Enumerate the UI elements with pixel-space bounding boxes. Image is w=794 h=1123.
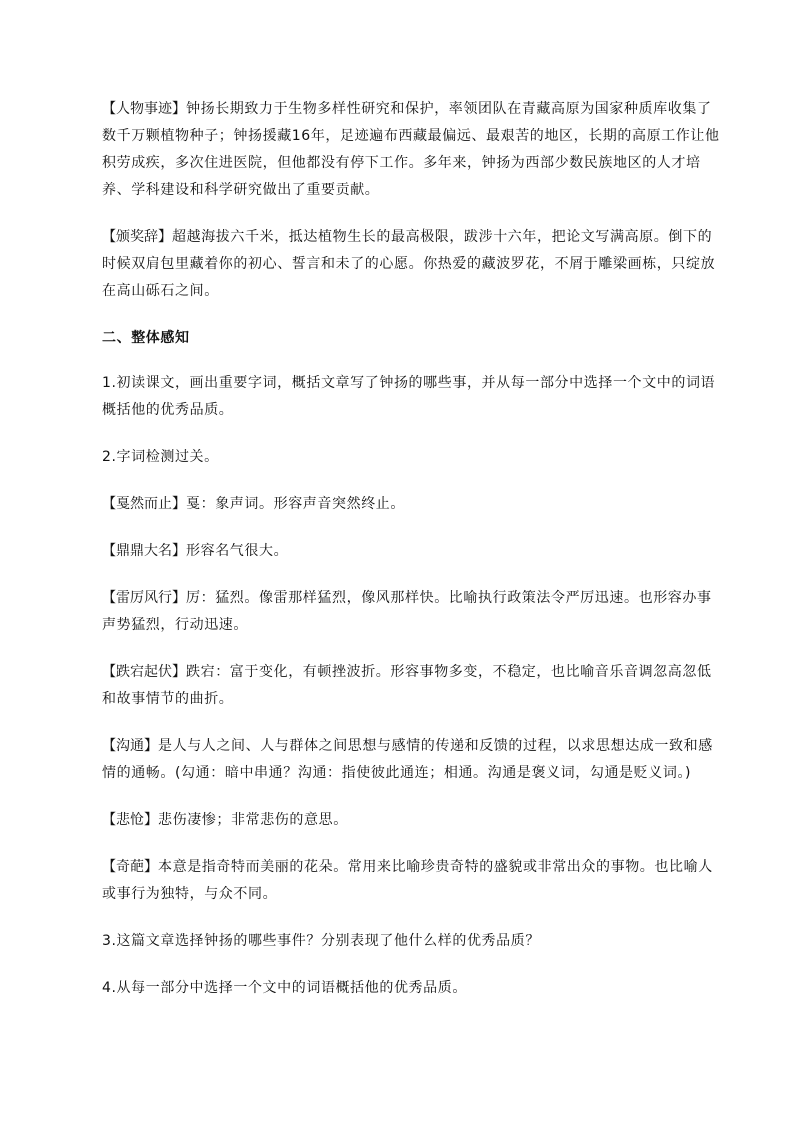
word-entry-tag: 【鼎鼎大名】 bbox=[102, 543, 186, 559]
word-entry bbox=[102, 659, 724, 713]
word-entry bbox=[102, 807, 724, 834]
deeds-paragraph bbox=[102, 96, 724, 204]
section-heading: 二、整体感知 bbox=[102, 330, 190, 346]
word-entry-tag: 【悲怆】 bbox=[102, 812, 158, 828]
word-entry-text: 戛：象声词。形容声音突然终止。 bbox=[186, 496, 405, 512]
question-4: 4.从每一部分中选择一个文中的词语概括他的优秀品质。 bbox=[102, 980, 467, 996]
award-text: 超越海拔六千米，抵达植物生长的最高极限，跋涉十六年，把论文写满高原。倒下的时候双肩包里藏着你的初心、誓言和未了的心愿。你热爱的藏波罗花，不屑于雕梁画栋，只绽放在高山砾石之间。 bbox=[102, 229, 716, 299]
question-2: 2.字词检测过关。 bbox=[102, 449, 219, 465]
word-entry-text: 悲伤凄惨；非常悲伤的意思。 bbox=[158, 812, 348, 828]
question-1: 1.初读课文，画出重要字词，概括文章写了钟扬的哪些事，并从每一部分中选择一个文中的词语概括他的优秀品质。 bbox=[102, 375, 716, 418]
word-entry bbox=[102, 854, 724, 908]
word-entry-tag: 【雷厉风行】 bbox=[102, 590, 186, 606]
word-entry bbox=[102, 585, 724, 639]
word-entry-tag: 【跌宕起伏】 bbox=[102, 664, 186, 680]
word-entry-text: 形容名气很大。 bbox=[186, 543, 289, 559]
question-3: 3.这篇文章选择钟扬的哪些事件？分别表现了他什么样的优秀品质？ bbox=[102, 933, 540, 949]
word-entry-tag: 【奇葩】 bbox=[102, 859, 158, 875]
word-entry bbox=[102, 733, 724, 787]
deeds-text: 钟扬长期致力于生物多样性研究和保护，率领团队在青藏高原为国家种质库收集了数千万颗植物种子；钟扬援藏16年，足迹遍布西藏最偏远、最艰苦的地区，长期的高原工作让他积劳成疾，多次住进医院，但他都没有停下工作。多年来，钟扬为西部少数民族地区的人才培养、学科建设和科学研究做出了重要贡献。 bbox=[102, 101, 720, 198]
award-paragraph bbox=[102, 224, 724, 305]
word-entry-tag: 【沟通】 bbox=[102, 738, 158, 754]
document-page bbox=[102, 96, 724, 1022]
award-tag: 【颁奖辞】 bbox=[102, 229, 172, 245]
word-entry-text: 是人与人之间、人与群体之间思想与感情的传递和反馈的过程，以求思想达成一致和感情的通畅。(勾通：暗中串通？沟通：指使彼此通连；相通。沟通是褒义词，勾通是贬义词。) bbox=[102, 738, 713, 781]
word-entry-text: 跌宕：富于变化，有顿挫波折。形容事物多变，不稳定，也比喻音乐音调忽高忽低和故事情节的曲折。 bbox=[102, 664, 712, 707]
word-entry bbox=[102, 491, 724, 518]
word-entry-text: 本意是指奇特而美丽的花朵。常用来比喻珍贵奇特的盛貌或非常出众的事物。也比喻人或事行为独特，与众不同。 bbox=[102, 859, 713, 902]
word-entry-text: 厉：猛烈。像雷那样猛烈，像风那样快。比喻执行政策法令严厉迅速。也形容办事声势猛烈，行动迅速。 bbox=[102, 590, 712, 633]
word-entry bbox=[102, 538, 724, 565]
deeds-tag: 【人物事迹】 bbox=[102, 101, 186, 117]
word-entry-tag: 【戛然而止】 bbox=[102, 496, 186, 512]
